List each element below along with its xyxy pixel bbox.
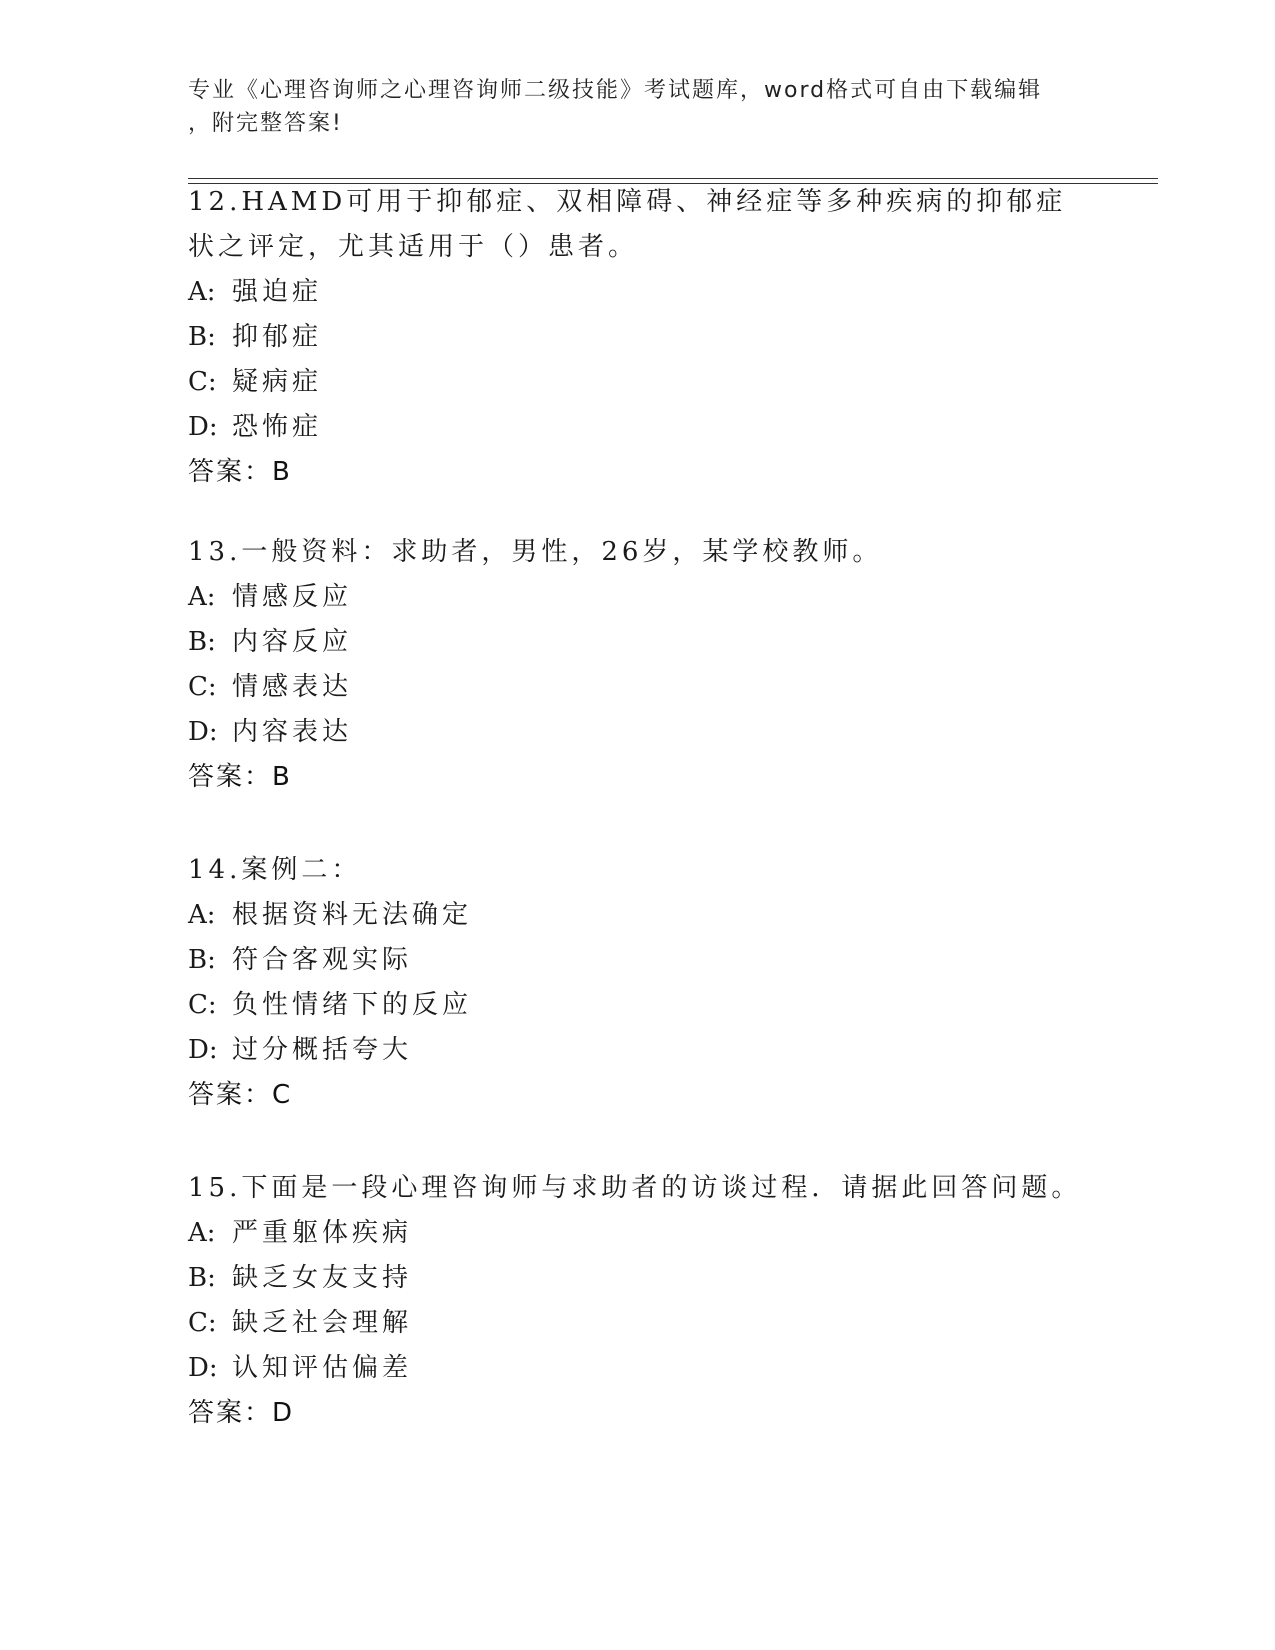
option-text: 根据资料无法确定 bbox=[232, 900, 473, 930]
header-line-1: 专业《心理咨询师之心理咨询师二级技能》考试题库，word格式可自由下载编辑 bbox=[188, 78, 1043, 103]
option-d bbox=[188, 710, 1088, 755]
option-text: 恐怖症 bbox=[232, 412, 323, 442]
option-text: 缺乏女友支持 bbox=[232, 1263, 413, 1293]
option-text: 符合客观实际 bbox=[232, 945, 413, 975]
option-text: 抑郁症 bbox=[232, 322, 323, 352]
option-text: 过分概括夸大 bbox=[232, 1035, 413, 1065]
option-letter: C: bbox=[188, 367, 217, 397]
answer: 答案：B bbox=[188, 457, 292, 487]
question-stem: 15.下面是一段心理咨询师与求助者的访谈过程．请据此回答问题。 bbox=[188, 1173, 1082, 1203]
question-12 bbox=[188, 180, 1088, 495]
option-b bbox=[188, 938, 1088, 983]
option-b bbox=[188, 620, 1088, 665]
option-letter: C: bbox=[188, 990, 217, 1020]
option-b bbox=[188, 1256, 1088, 1301]
option-text: 内容反应 bbox=[232, 627, 353, 657]
answer: 答案：D bbox=[188, 1398, 295, 1428]
option-letter: C: bbox=[188, 672, 217, 702]
option-letter: B: bbox=[188, 945, 216, 975]
option-text: 情感表达 bbox=[232, 672, 353, 702]
question-15 bbox=[188, 1166, 1088, 1436]
option-c bbox=[188, 665, 1088, 710]
option-text: 负性情绪下的反应 bbox=[232, 990, 473, 1020]
answer: 答案：C bbox=[188, 1080, 293, 1110]
option-letter: B: bbox=[188, 1263, 216, 1293]
question-stem: 14.案例二： bbox=[188, 855, 362, 885]
option-a bbox=[188, 270, 1088, 315]
option-b bbox=[188, 315, 1088, 360]
option-letter: B: bbox=[188, 322, 216, 352]
option-letter: A: bbox=[188, 277, 216, 307]
option-letter: B: bbox=[188, 627, 216, 657]
option-d bbox=[188, 1346, 1088, 1391]
option-text: 内容表达 bbox=[232, 717, 353, 747]
option-d bbox=[188, 405, 1088, 450]
option-a bbox=[188, 893, 1088, 938]
option-d bbox=[188, 1028, 1088, 1073]
option-text: 疑病症 bbox=[232, 367, 323, 397]
option-text: 严重躯体疾病 bbox=[232, 1218, 413, 1248]
question-13 bbox=[188, 530, 1088, 800]
option-letter: D: bbox=[188, 1353, 218, 1383]
document-header bbox=[188, 74, 1068, 140]
option-text: 强迫症 bbox=[232, 277, 323, 307]
header-line-2: ，附完整答案! bbox=[188, 111, 343, 136]
option-a bbox=[188, 1211, 1088, 1256]
option-letter: A: bbox=[188, 582, 216, 612]
option-c bbox=[188, 1301, 1088, 1346]
option-letter: A: bbox=[188, 900, 216, 930]
question-stem: 12.HAMD可用于抑郁症、双相障碍、神经症等多种疾病的抑郁症状之评定，尤其适用于（）患者。 bbox=[188, 187, 1067, 262]
option-c bbox=[188, 983, 1088, 1028]
option-letter: A: bbox=[188, 1218, 216, 1248]
option-text: 缺乏社会理解 bbox=[232, 1308, 413, 1338]
option-letter: D: bbox=[188, 717, 218, 747]
option-a bbox=[188, 575, 1088, 620]
option-letter: D: bbox=[188, 412, 218, 442]
question-stem: 13.一般资料：求助者，男性，26岁，某学校教师。 bbox=[188, 537, 883, 567]
option-text: 认知评估偏差 bbox=[232, 1353, 413, 1383]
option-text: 情感反应 bbox=[232, 582, 353, 612]
answer: 答案：B bbox=[188, 762, 292, 792]
option-letter: D: bbox=[188, 1035, 218, 1065]
question-14 bbox=[188, 848, 1088, 1118]
document-page bbox=[188, 0, 1158, 1650]
option-letter: C: bbox=[188, 1308, 217, 1338]
option-c bbox=[188, 360, 1088, 405]
